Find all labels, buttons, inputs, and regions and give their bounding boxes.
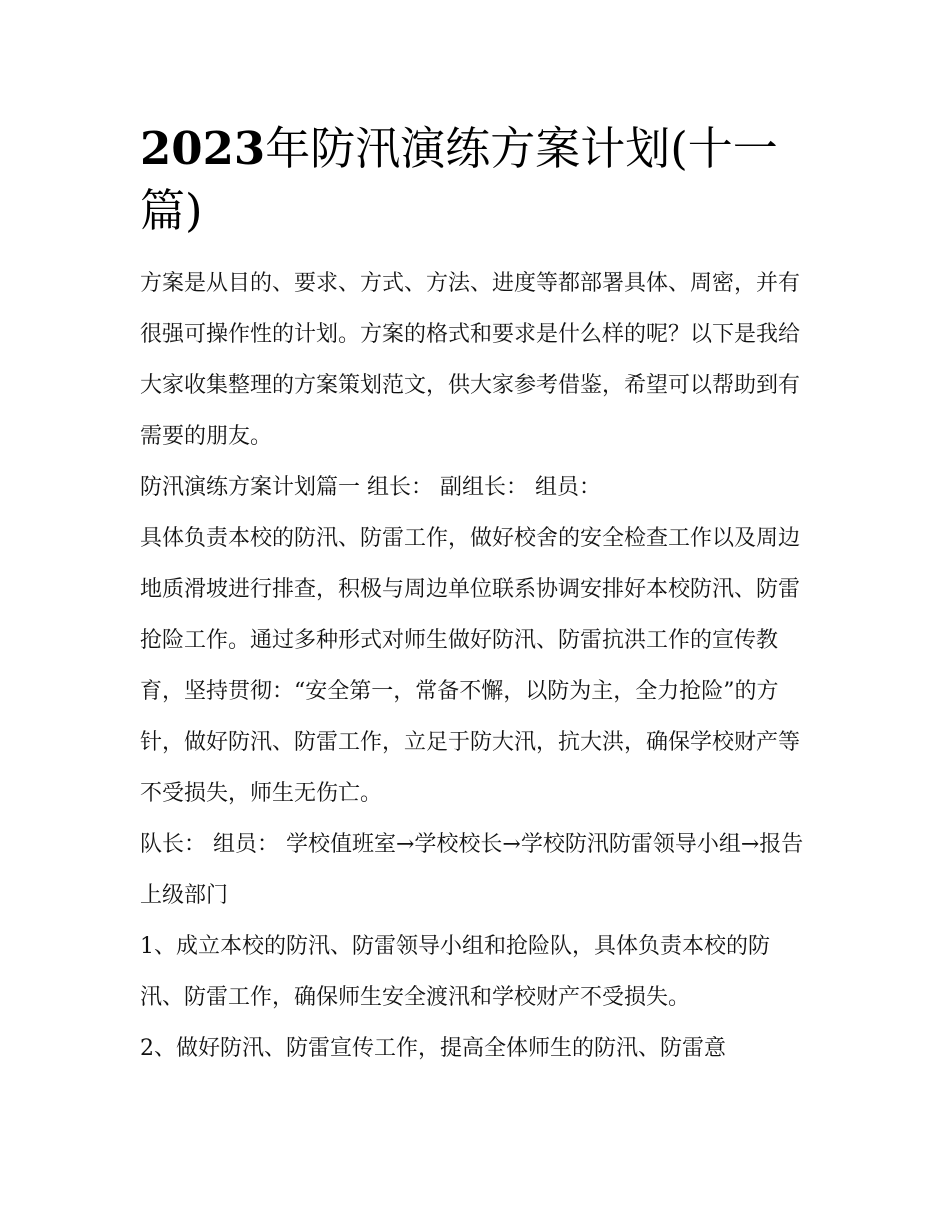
document-body — [140, 118, 812, 1074]
paragraph-section-one-heading: 防汛演练方案计划篇一 组长： 副组长： 组员： — [140, 475, 601, 500]
paragraph-responsibilities: 具体负责本校的防汛、防雷工作，做好校舍的安全检查工作以及周边地质滑坡进行排查，积极与周边单位联系协调安排好本校防汛、防雷抢险工作。通过多种形式对师生做好防汛、防雷抗洪工作的宣传教育，坚持贯彻：“安全第一，常备不懈，以防为主，全力抢险”的方针，做好防汛、防雷工作，立足于防大汛，抗大洪，确保学校财产等不受损失，师生无伤亡。 — [140, 526, 801, 806]
paragraph-item-2: 2、做好防汛、防雷宣传工作，提高全体师生的防汛、防雷意 — [140, 1036, 726, 1061]
document-title — [140, 118, 812, 242]
title-year: 2023 — [140, 122, 266, 175]
paragraph-intro: 方案是从目的、要求、方式、方法、进度等都部署具体、周密，并有很强可操作性的计划。方案的格式和要求是什么样的呢？以下是我给大家收集整理的方案策划范文，供大家参考借鉴，希望可以帮助到有需要的朋友。 — [140, 271, 801, 449]
title-text: 年防汛演练方案计划(十一篇) — [140, 122, 778, 237]
paragraph-item-1: 1、成立本校的防汛、防雷领导小组和抢险队，具体负责本校的防汛、防雷工作，确保师生安全渡汛和学校财产不受损失。 — [140, 934, 770, 1010]
paragraph-reporting-chain: 队长： 组员： 学校值班室→学校校长→学校防汛防雷领导小组→报告上级部门 — [140, 832, 804, 908]
